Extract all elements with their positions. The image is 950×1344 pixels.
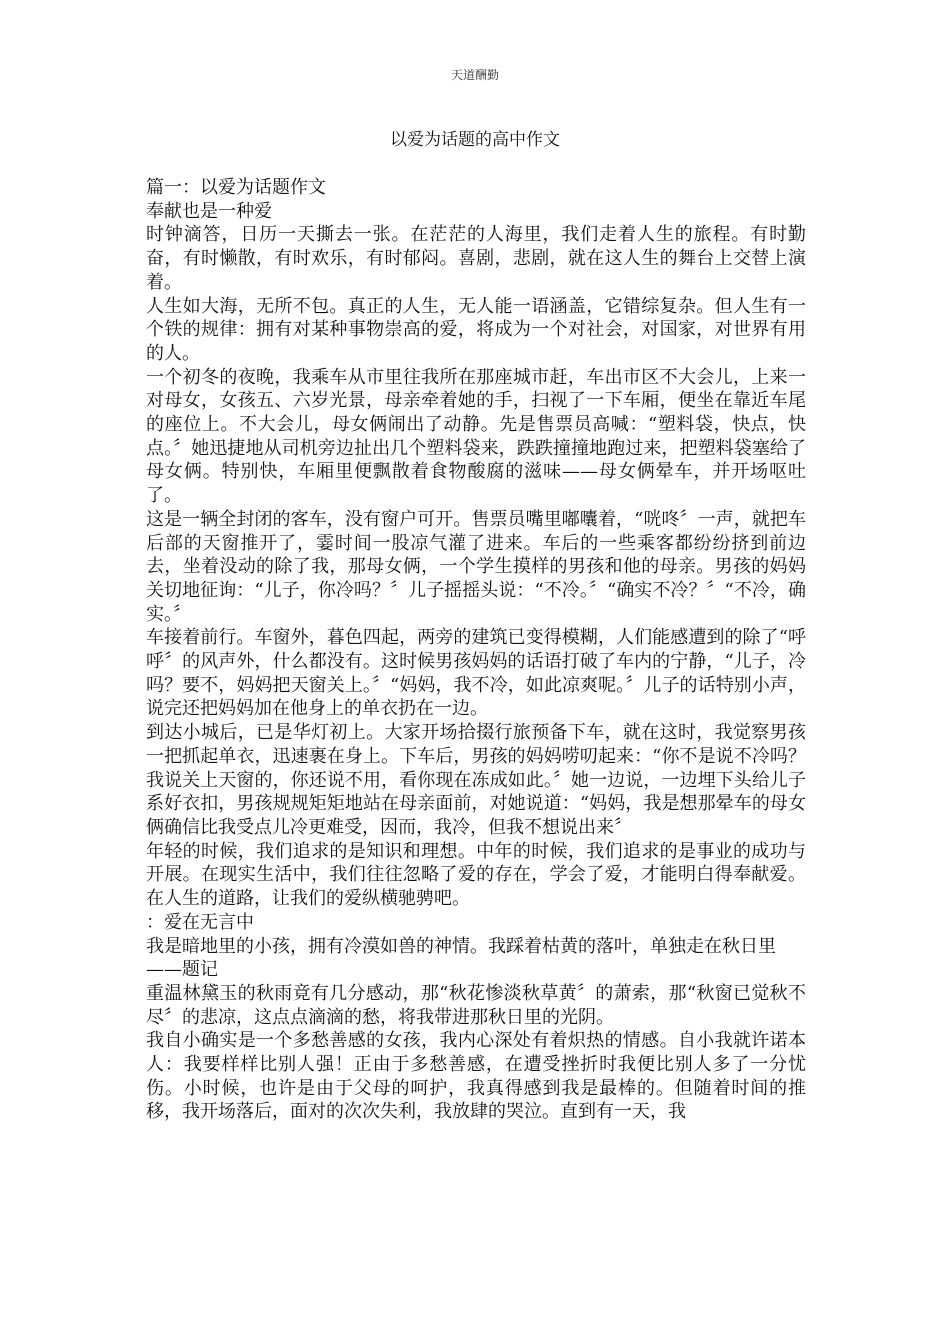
document-title: 以爱为话题的高中作文 <box>390 130 560 150</box>
paragraph: 车接着前行。车窗外，暮色四起，两旁的建筑已变得模糊，人们能感遭到的除了“呼呼〞的风声外，什么都没有。这时候男孩妈妈的话语打破了车内的宁静，“儿子，冷吗？要不，妈妈把天窗关上。〞“妈妈，我不冷，如此凉爽呢。〞儿子的话特别小声，说完还把妈妈加在他身上的单衣扔在一边。 <box>146 627 806 720</box>
paragraph: 年轻的时候，我们追求的是知识和理想。中年的时候，我们追求的是事业的成功与开展。在现实生活中，我们往往忽略了爱的存在，学会了爱，才能明白得奉献爱。在人生的道路，让我们的爱纵横驰骋吧。 <box>146 840 806 910</box>
document-body <box>146 176 806 1124</box>
page-header: 天道酬勤 <box>450 68 499 82</box>
section-heading: 篇一：以爱为话题作文 <box>146 177 326 198</box>
paragraph: 这是一辆全封闭的客车，没有窗户可开。售票员嘴里嘟囔着，“咣咚〞一声，就把车后部的天窗推开了，霎时间一股凉气灌了进来。车后的一些乘客都纷纷挤到前边去，坐着没动的除了我，那母女俩，一个学生摸样的男孩和他的母亲。男孩的妈妈关切地征询：“儿子，你冷吗？〞儿子摇摇头说：“不冷。〞“确实不冷？〞“不冷，确实。〞 <box>146 508 806 625</box>
paragraph: 人生如大海，无所不包。真正的人生，无人能一语涵盖，它错综复杂。但人生有一个铁的规律：拥有对某种事物崇高的爱，将成为一个对社会，对国家，对世界有用的人。 <box>146 295 806 364</box>
paragraph: 重温林黛玉的秋雨竟有几分感动，那“秋花惨淡秋草黄〞的萧索，那“秋窗已觉秋不尽〞的悲凉，这点点滴滴的愁，将我带进那秋日里的光阴。 <box>146 982 806 1028</box>
paragraph: 一个初冬的夜晚，我乘车从市里往我所在那座城市赶，车出市区不大会儿，上来一对母女，女孩五、六岁光景，母亲牵着她的手，扫视了一下车厢，便坐在靠近车尾的座位上。不大会儿，母女俩闹出了动静。先是售票员高喊：“塑料袋，快点，快点。〞她迅捷地从司机旁边扯出几个塑料袋来，跌跌撞撞地跑过来，把塑料袋塞给了母女俩。特别快，车厢里便飘散着食物酸腐的滋味——母女俩晕车，并开场呕吐了。 <box>146 366 806 507</box>
essay-title: ：爱在无言中 <box>146 911 254 933</box>
paragraph: 我自小确实是一个多愁善感的女孩，我内心深处有着炽热的情感。自小我就许诺本人：我要样样比别人强！正由于多愁善感，在遭受挫折时我便比别人多了一分忧伤。小时候，也许是由于父母的呵护，我真得感到我是最棒的。但随着时间的推移，我开场落后，面对的次次失利，我放肆的哭泣。直到有一天，我 <box>146 1030 806 1123</box>
essay-title: 奉献也是一种爱 <box>146 200 272 222</box>
epigraph: 我是暗地里的小孩，拥有冷漠如兽的神情。我踩着枯黄的落叶，单独走在秋日里 <box>146 935 776 957</box>
paragraph: 时钟滴答，日历一天撕去一张。在茫茫的人海里，我们走着人生的旅程。有时勤奋，有时懒散，有时欢乐，有时郁闷。喜剧，悲剧，就在这人生的舞台上交替上演着。 <box>146 224 806 293</box>
paragraph: 到达小城后，已是华灯初上。大家开场拾掇行旅预备下车，就在这时，我觉察男孩一把抓起单衣，迅速裹在身上。下车后，男孩的妈妈唠叨起来：“你不是说不冷吗？我说关上天窗的，你还说不用，看你现在冻成如此。〞她一边说，一边埋下头给儿子系好衣扣，男孩规规矩矩地站在母亲面前，对她说道：“妈妈，我是想那晕车的母女俩确信比我受点儿冷更难受，因而，我冷，但我不想说出来〞 <box>146 722 806 838</box>
epigraph-attribution: ——题记 <box>146 959 218 981</box>
